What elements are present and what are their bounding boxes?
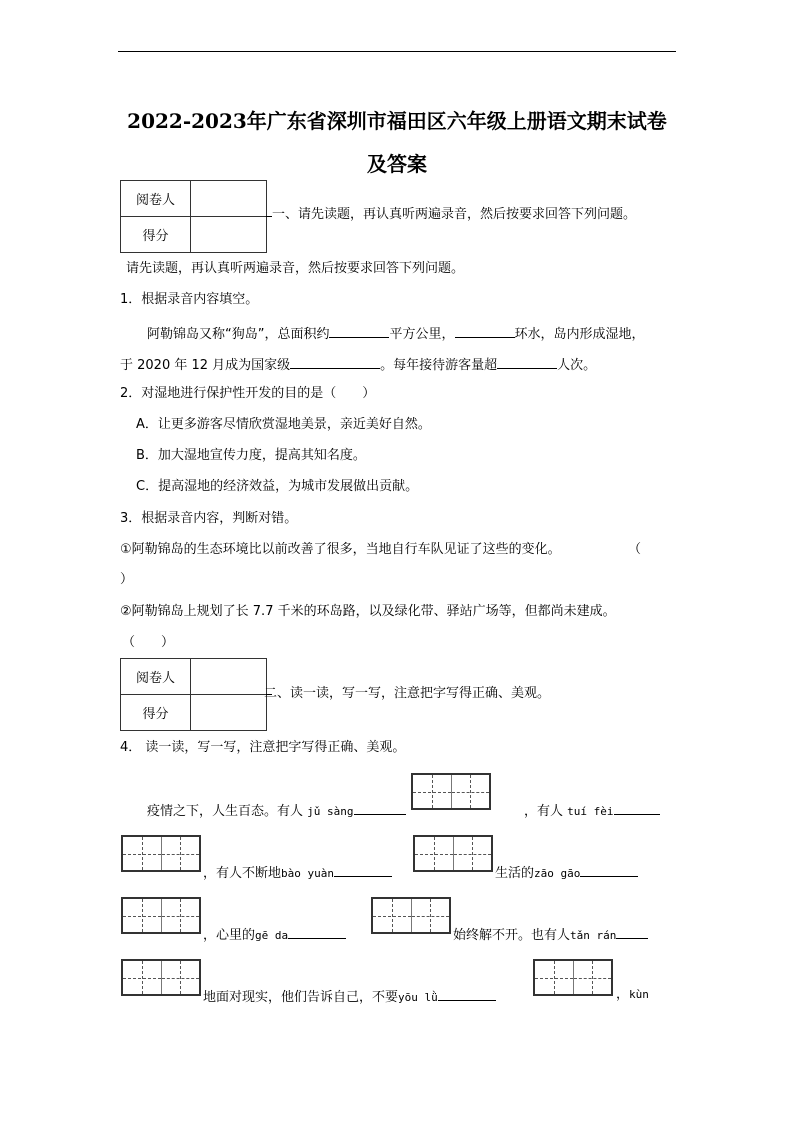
q1-text-c: 环水，岛内形成湿地，: [514, 327, 645, 342]
question-3-prompt: 3．根据录音内容，判断对错。: [120, 511, 298, 526]
writing-grid-ju-sang[interactable]: [411, 773, 491, 810]
section-instruction: 请先读题，再认真听两遍录音，然后按要求回答下列问题。: [126, 261, 465, 276]
pinyin-kun: kùn: [629, 988, 649, 1001]
q1-text-d: 于 2020 年 12 月成为国家级: [120, 358, 291, 373]
section-heading-1: 一、请先读题，再认真听两遍录音，然后按要求回答下列问题。: [272, 207, 637, 222]
page-title-line2: 及答案: [367, 152, 427, 176]
question-3-item-1-paren-close[interactable]: ）: [120, 572, 134, 587]
q1-text-e: 。每年接待游客量超: [380, 358, 498, 373]
question-2-option-c[interactable]: C．提高湿地的经济效益，为城市发展做出贡献。: [136, 479, 419, 494]
q4-blank: [580, 863, 638, 877]
question-1-prompt: 1．根据录音内容填空。: [120, 292, 259, 307]
q4-row4-text-a: 地面对现实，他们告诉自己，不要: [203, 990, 399, 1005]
score-field[interactable]: [191, 695, 267, 731]
pinyin-ju-sang: jǔ sàng: [307, 805, 354, 818]
q4-row4-text: [203, 987, 496, 1006]
score-label: 得分: [121, 217, 191, 253]
question-2-option-a[interactable]: A．让更多游客尽情欣赏湿地美景，亲近美好自然。: [136, 417, 431, 432]
question-1-line-2: [120, 355, 596, 374]
reviewer-field[interactable]: [191, 181, 267, 217]
q4-row3-text-2: [453, 925, 648, 944]
header-rule: [118, 51, 676, 52]
writing-grid-tan-ran[interactable]: [121, 959, 201, 996]
score-table-1: [120, 180, 267, 253]
q4-row2-text-b: 生活的: [495, 866, 535, 881]
q1-blank-level[interactable]: [290, 355, 380, 369]
question-3-item-1: ①阿勒锦岛的生态环境比以前改善了很多，当地自行车队见证了这些的变化。: [120, 542, 561, 557]
q4-row1-text: [147, 801, 406, 820]
reviewer-label: 阅卷人: [121, 181, 191, 217]
q4-row3-text: [203, 925, 346, 944]
score-table-2: [120, 658, 267, 731]
pinyin-you-lu: yōu lǜ: [398, 991, 438, 1004]
q1-text-a: 阿勒锦岛又称“狗岛”，总面积约: [147, 327, 330, 342]
writing-grid-bao-yuan[interactable]: [413, 835, 493, 872]
q4-row4-text-b: ，: [616, 987, 630, 1002]
q4-blank: [438, 987, 496, 1001]
question-3-item-2: ②阿勒锦岛上规划了长 7.7 千米的环岛路，以及绿化带、驿站广场等，但都尚未建成。: [120, 604, 616, 619]
section-heading-2: 二、读一读，写一写，注意把字写得正确、美观。: [264, 686, 551, 701]
writing-grid-tui-fei[interactable]: [121, 835, 201, 872]
q4-row2-text-2: [495, 863, 638, 882]
q4-blank: [288, 925, 346, 939]
score-label: 得分: [121, 695, 191, 731]
question-2-option-b[interactable]: B．加大湿地宣传力度，提高其知名度。: [136, 448, 366, 463]
question-3-item-1-paren-open[interactable]: （: [628, 542, 642, 557]
q4-row2-text-a: ，有人不断地: [203, 866, 282, 881]
question-3-item-2-paren[interactable]: （ ）: [122, 635, 175, 650]
q1-text-b: 平方公里，: [389, 327, 455, 342]
pinyin-zao-gao: zāo gāo: [534, 867, 581, 880]
writing-grid-zao-gao[interactable]: [121, 897, 201, 934]
pinyin-bao-yuan: bào yuàn: [281, 867, 334, 880]
q4-row2-text: [203, 863, 392, 882]
question-1-line-1: [147, 324, 645, 343]
writing-grid-ge-da[interactable]: [371, 897, 451, 934]
reviewer-label: 阅卷人: [121, 659, 191, 695]
q1-blank-water[interactable]: [455, 324, 515, 338]
q1-blank-visitors[interactable]: [497, 355, 557, 369]
question-4-prompt: 4． 读一读，写一写，注意把字写得正确、美观。: [120, 740, 406, 755]
question-2-prompt: 2．对湿地进行保护性开发的目的是（ ）: [120, 386, 376, 401]
q4-row3-text-b: 始终解不开。也有人: [453, 928, 571, 943]
q4-row1-text-b: ，有人: [524, 804, 564, 819]
q4-row4-text-2: [616, 987, 649, 1003]
pinyin-ge-da: gē da: [255, 929, 289, 942]
q4-row1-text-a: 疫情之下，人生百态。有人: [147, 804, 304, 819]
q1-text-f: 人次。: [557, 358, 597, 373]
q4-row3-text-a: ，心里的: [203, 928, 256, 943]
q4-blank: [614, 801, 660, 815]
q4-blank: [354, 801, 406, 815]
writing-grid-you-lu[interactable]: [533, 959, 613, 996]
page-title: 2022-2023年广东省深圳市福田区六年级上册语文期末试卷: [127, 109, 667, 133]
pinyin-tui-fei: tuí fèi: [567, 805, 614, 818]
q4-row1-text-2: [524, 801, 660, 820]
q4-blank: [334, 863, 392, 877]
reviewer-field[interactable]: [191, 659, 267, 695]
q1-blank-area[interactable]: [329, 324, 389, 338]
score-field[interactable]: [191, 217, 267, 253]
pinyin-tan-ran: tǎn rán: [570, 929, 617, 942]
q4-blank: [616, 925, 648, 939]
